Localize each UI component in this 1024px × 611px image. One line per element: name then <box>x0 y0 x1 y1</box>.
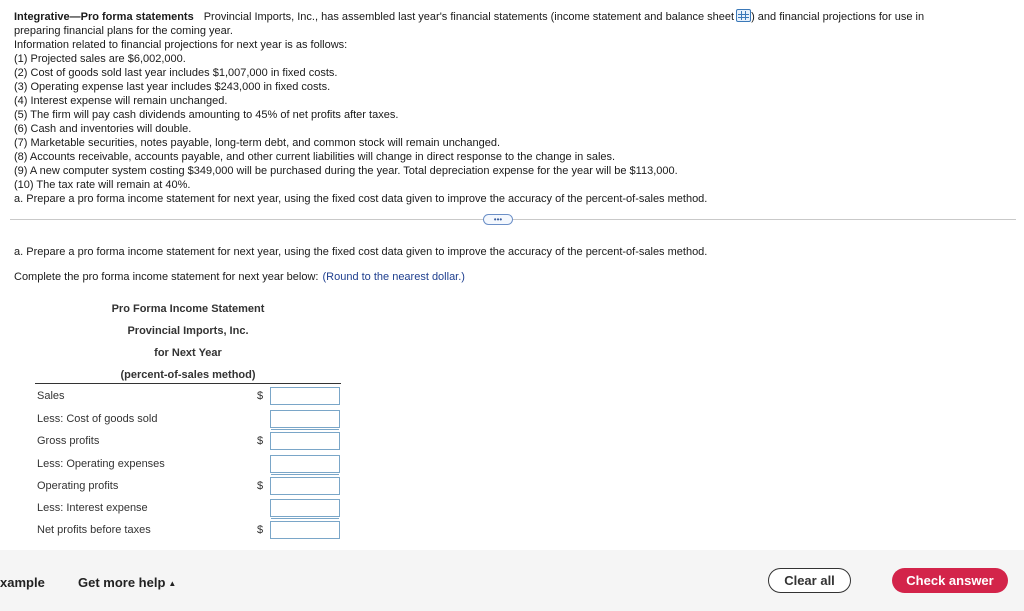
projection-item-2: (2) Cost of goods sold last year includes $1,007,000 in fixed costs. <box>14 67 338 79</box>
net-profits-before-taxes-input[interactable] <box>270 521 340 539</box>
row-label: Operating profits <box>37 480 119 492</box>
row-label: Gross profits <box>37 435 100 447</box>
example-link[interactable]: xample <box>0 575 45 590</box>
check-answer-button[interactable]: Check answer <box>892 568 1008 593</box>
table-data-icon[interactable] <box>736 9 751 22</box>
statement-company: Provincial Imports, Inc. <box>127 325 249 337</box>
problem-statement <box>14 9 1004 205</box>
dollar-sign: $ <box>257 390 264 402</box>
projection-item-9: (9) A new computer system costing $349,000 will be purchased during the year. Total depreciation expense for the year will be $113,000. <box>14 165 678 177</box>
statement-row-sales <box>35 386 341 406</box>
row-label: Sales <box>37 390 65 402</box>
projection-item-7: (7) Marketable securities, notes payable, long-term debt, and common stock will remain unchanged. <box>14 137 501 149</box>
footer-bar <box>0 550 1024 611</box>
caret-up-icon: ▲ <box>168 579 177 588</box>
row-label: Less: Cost of goods sold <box>37 413 158 425</box>
statement-row-interest-expense <box>35 498 341 518</box>
help-label: Get more help <box>78 575 166 590</box>
row-label: Less: Operating expenses <box>37 458 165 470</box>
section-divider <box>10 219 1016 220</box>
statement-row-operating-expenses <box>35 454 341 474</box>
statement-method: (percent-of-sales method) <box>120 369 256 381</box>
projection-item-5: (5) The firm will pay cash dividends amounting to 45% of net profits after taxes. <box>14 109 399 121</box>
intro-text: Provincial Imports, Inc., has assembled last year's financial statements (income statement and balance sheet <box>203 11 735 23</box>
info-line: Information related to financial projections for next year is as follows: <box>14 39 348 51</box>
projection-item-3: (3) Operating expense last year includes $243,000 in fixed costs. <box>14 81 331 93</box>
cost-of-goods-sold-input[interactable] <box>270 410 340 428</box>
instruction-text: Complete the pro forma income statement for next year below: <box>14 271 319 283</box>
statement-row-cogs <box>35 409 341 429</box>
dollar-sign: $ <box>257 480 264 492</box>
problem-heading: Integrative—Pro forma statements <box>14 11 194 23</box>
interest-expense-input[interactable] <box>270 499 340 517</box>
statement-row-net-profits-before-taxes <box>35 520 341 540</box>
projection-item-10: (10) The tax rate will remain at 40%. <box>14 179 191 191</box>
rounding-hint: (Round to the nearest dollar.) <box>322 271 465 283</box>
statement-row-operating-profits <box>35 476 341 496</box>
projection-item-6: (6) Cash and inventories will double. <box>14 123 192 135</box>
dollar-sign: $ <box>257 524 264 536</box>
intro-line-2: preparing financial plans for the coming year. <box>14 25 233 37</box>
get-more-help-menu[interactable] <box>78 575 176 590</box>
truncated-text-line: a. Prepare a pro forma income statement for next year, using the fixed cost data given to improve the accuracy of the percent-of-sales method. <box>14 193 708 205</box>
statement-title: Pro Forma Income Statement <box>111 303 265 315</box>
problem-intro <box>14 9 1004 24</box>
projection-item-8: (8) Accounts receivable, accounts payable, and other current liabilities will change in direct response to the change in sales. <box>14 151 616 163</box>
statement-header-rule <box>35 383 341 384</box>
intro-text-cont: ) and financial projections for use in <box>751 11 925 23</box>
row-label: Less: Interest expense <box>37 502 148 514</box>
gross-profits-input[interactable] <box>270 432 340 450</box>
row-label: Net profits before taxes <box>37 524 151 536</box>
statement-period: for Next Year <box>154 347 222 359</box>
sales-input[interactable] <box>270 387 340 405</box>
operating-expenses-input[interactable] <box>270 455 340 473</box>
operating-profits-input[interactable] <box>270 477 340 495</box>
expand-problem-button[interactable]: ••• <box>483 214 513 225</box>
projection-item-4: (4) Interest expense will remain unchanged. <box>14 95 228 107</box>
clear-all-button[interactable]: Clear all <box>768 568 851 593</box>
projection-item-1: (1) Projected sales are $6,002,000. <box>14 53 186 65</box>
dollar-sign: $ <box>257 435 264 447</box>
statement-row-gross-profits <box>35 431 341 451</box>
instruction-line <box>14 271 465 283</box>
part-a-question: a. Prepare a pro forma income statement for next year, using the fixed cost data given to improve the accuracy of the percent-of-sales method. <box>14 246 708 258</box>
